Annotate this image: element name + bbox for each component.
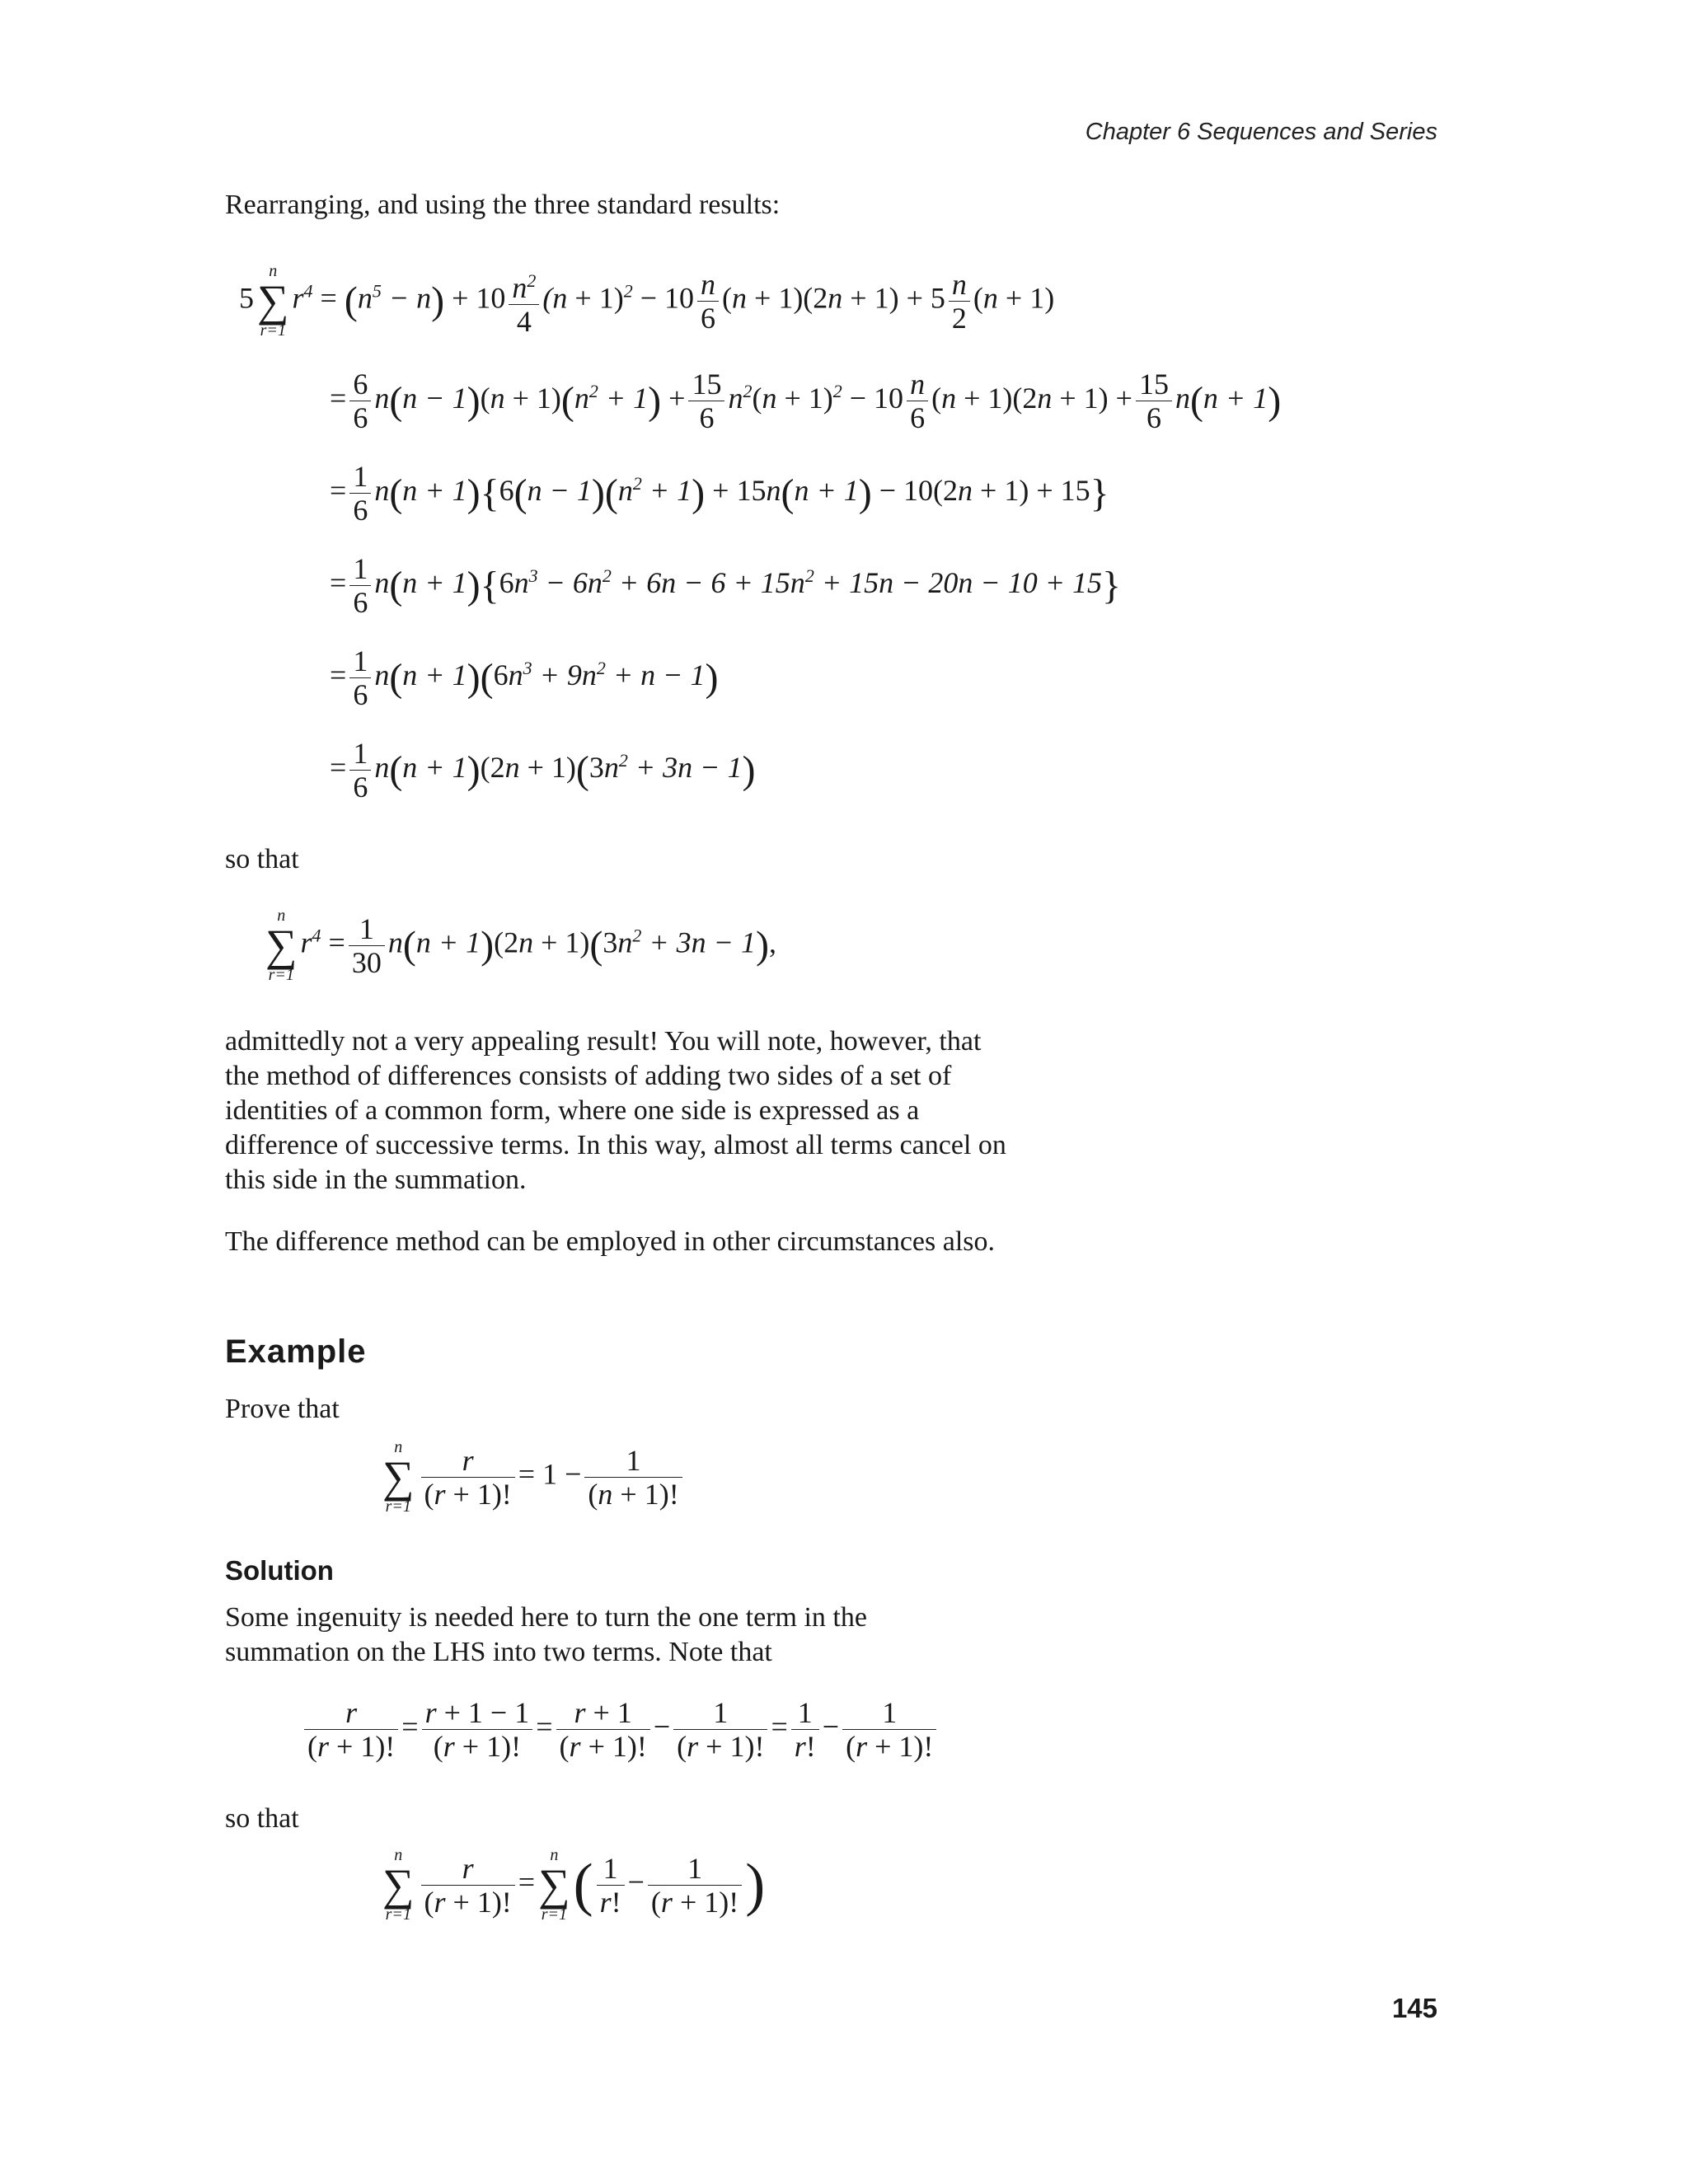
identity-equation: $\frac{r}{(r + 1)!}$ = $\frac{r + 1 - 1}{(r + 1)!}$ = $\frac{r + 1}{(r + 1)!}$ − $\frac{1}{(r + 1)!}$ = $\frac{1}{r!}$ − $\frac{1}{(r + 1)!}$	[301, 1696, 940, 1763]
so-that-2: so that	[225, 1803, 299, 1834]
intro-text: Rearranging, and using the three standard results:	[225, 190, 781, 220]
equation-line-3: = $\frac{1}{6}$ $n(n + 1)\{6(n - 1)(n^2 + 1) + 15n(n + 1) - 10(2n + 1) + 15\}$	[330, 460, 1109, 527]
equation-line-2: = $\frac{6}{6}$ $n(n - 1)(n + 1)(n^2 + 1)$ + $\frac{15}{6}$ $n^2(n + 1)^2 - 10$ $\frac{n}{6}$ (n + 1)(2n + 1) + $\frac{15}{6}$ n(n + 1)	[330, 368, 1282, 434]
solution-heading: Solution	[225, 1555, 334, 1586]
page-number: 145	[1391, 1993, 1437, 2023]
sum-split-equation: n ∑ r=1 $\frac{r}{(r + 1)!}$ = n ∑ r=1 ( $\frac{1}{r!}$ − $\frac{1}{(r + 1)!}$ )	[382, 1846, 766, 1924]
prove-that: Prove that	[225, 1394, 340, 1424]
solution-text: Some ingenuity is needed here to turn the one term in the summation on the LHS into two terms. Note that	[225, 1602, 867, 1667]
equation-line-4: = $\frac{1}{6}$ $n(n + 1)\{6n^3 - 6n^2 + 6n - 6 + 15n^2 + 15n - 20n - 10 + 15\}$	[330, 552, 1122, 619]
example-equation: n ∑ r=1 $\frac{r}{(r + 1)!}$ = 1 − $\frac{1}{(n + 1)!}$	[379, 1438, 686, 1516]
equation-line-6: = $\frac{1}{6}$ $n(n + 1)(2n + 1)(3n^2 + 3n - 1)$	[330, 737, 756, 804]
equation-line-5: = $\frac{1}{6}$ $n(n + 1)(6n^3 + 9n^2 + n - 1)$	[330, 644, 719, 711]
example-heading: Example	[225, 1333, 367, 1370]
running-head: Chapter 6 Sequences and Series	[1085, 119, 1437, 145]
so-that-1: so that	[225, 844, 299, 874]
equation-line-1: 5 n ∑ r=1 $r^4 = (n^5 - n) + 10$ $\frac{n^2}{4}$ $(n + 1)^2 - 10$ $\frac{n}{6}$ (n + 1)(2n + 1) + 5 $\frac{n}{2}$ (n + 1)	[239, 262, 1055, 340]
paragraph-2: The difference method can be employed in other circumstances also.	[225, 1226, 996, 1257]
result-equation: n ∑ r=1 $r^4$ = $\frac{1}{30}$ $n(n + 1)(2n + 1)(3n^2 + 3n - 1)$,	[265, 907, 776, 984]
paragraph-1: admittedly not a very appealing result! You will note, however, that the method of differences consists of adding two sides of a set of identities of a common form, where one side is expressed as a difference of successive terms. In this way, almost all terms cancel on this side in the summation.	[225, 1026, 1006, 1195]
